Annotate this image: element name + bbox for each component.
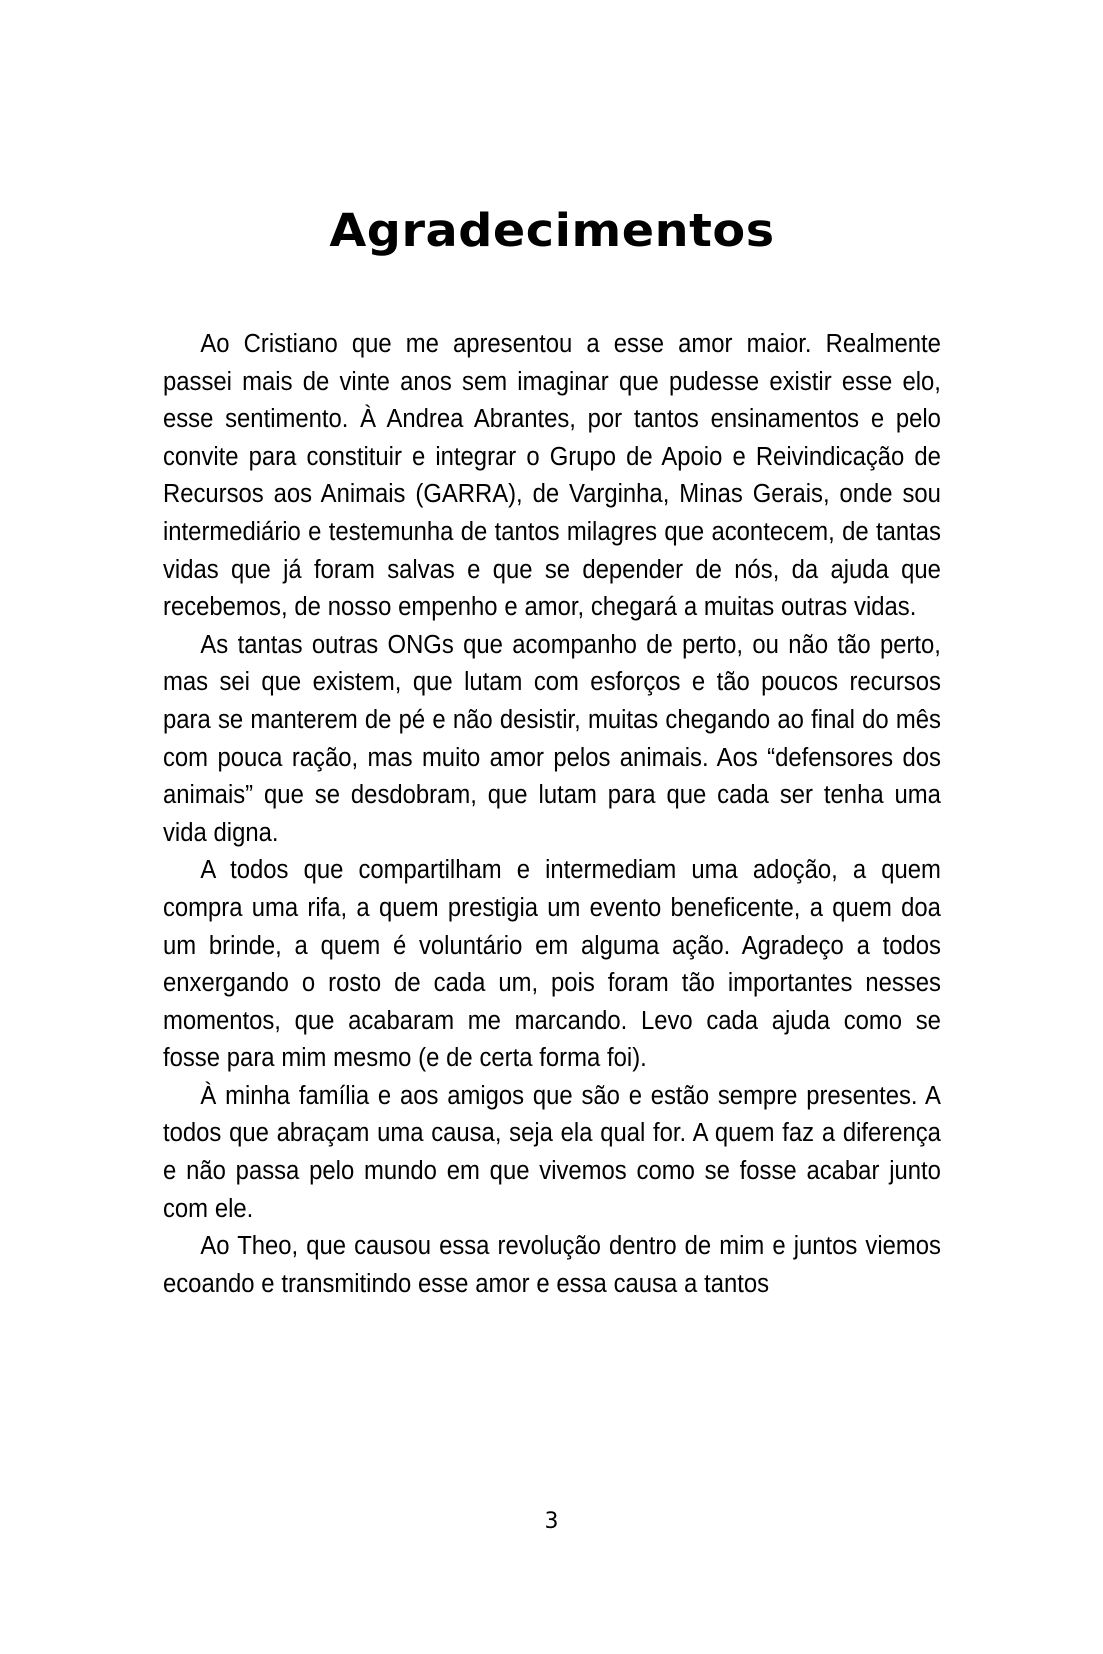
page-title: Agradecimentos — [329, 204, 775, 257]
paragraph: As tantas outras ONGs que acompanho de perto, ou não tão perto, mas sei que existem, que lutam com esforços e tão poucos recursos para se manterem de pé e não desistir, muitas chegando ao final do mês com pouca ração, mas muito amor pelos animais. Aos “defensores dos animais” que se desdobram, que lutam para que cada ser tenha uma vida digna. — [163, 630, 941, 847]
paragraph: Ao Theo, que causou essa revolução dentro de mim e juntos viemos ecoando e transmitindo esse amor e essa causa a tantos — [163, 1232, 941, 1298]
paragraph: A todos que compartilham e intermediam uma adoção, a quem compra uma rifa, a quem prestigia um evento beneficente, a quem doa um brinde, a quem é voluntário em alguma ação. Agradeço a todos enxergando o rosto de cada um, pois foram tão importantes nesses momentos, que acabaram me marcando. Levo cada ajuda como se fosse para mim mesmo (e de certa forma foi). — [163, 856, 941, 1073]
body-text — [163, 326, 941, 1303]
paragraph: À minha família e aos amigos que são e estão sempre presentes. A todos que abraçam uma causa, seja ela qual for. A quem faz a diferença e não passa pelo mundo em que vivemos como se fosse acabar junto com ele. — [163, 1081, 941, 1223]
page-number: 3 — [544, 1509, 559, 1534]
paragraph: Ao Cristiano que me apresentou a esse amor maior. Realmente passei mais de vinte anos sem imaginar que pudesse existir esse elo, esse sentimento. À Andrea Abrantes, por tantos ensinamentos e pelo convite para constituir e integrar o Grupo de Apoio e Reivindicação de Recursos aos Animais (GARRA), de Varginha, Minas Gerais, onde sou intermediário e testemunha de tantos milagres que acontecem, de tantas vidas que já foram salvas e que se depender de nós, da ajuda que recebemos, de nosso empenho e amor, chegará a muitas outras vidas. — [163, 330, 941, 622]
